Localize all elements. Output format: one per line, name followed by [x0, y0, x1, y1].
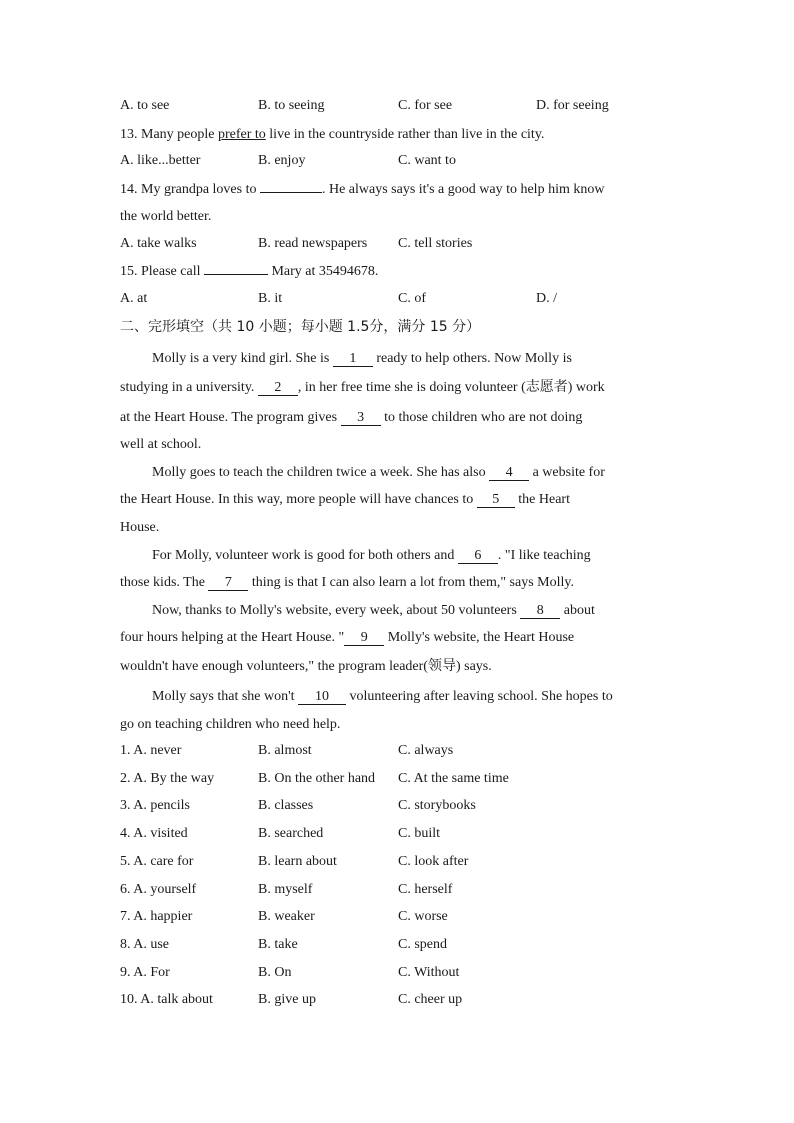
q15-option-c: C. of: [398, 291, 426, 306]
q12-option-b: B. to seeing: [258, 98, 325, 113]
answer-blank: [260, 192, 322, 193]
choice-5-option-c: C. look after: [398, 854, 469, 869]
passage-line: four hours helping at the Heart House. " 9 Molly's website, the Heart House: [120, 630, 575, 645]
choice-4-option-a: 4. A. visited: [120, 826, 188, 841]
cloze-blank-7: 7: [208, 575, 248, 591]
choice-7-option-c: C. worse: [398, 909, 448, 924]
cloze-blank-2: 2: [258, 380, 298, 396]
choice-3-option-a: 3. A. pencils: [120, 798, 190, 813]
passage-line: those kids. The 7 thing is that I can also learn a lot from them," says Molly.: [120, 575, 574, 590]
passage-line: go on teaching children who need help.: [120, 717, 341, 732]
passage-line: For Molly, volunteer work is good for both others and 6 . "I like teaching: [152, 548, 591, 563]
choice-1-option-a: 1. A. never: [120, 743, 182, 758]
q13-option-a: A. like...better: [120, 153, 201, 168]
choice-1-option-c: C. always: [398, 743, 454, 758]
choice-2-option-a: 2. A. By the way: [120, 771, 215, 786]
passage-line: wouldn't have enough volunteers," the program leader(领导) says.: [120, 659, 492, 674]
choice-10-option-a: 10. A. talk about: [120, 992, 213, 1007]
choice-9-option-c: C. Without: [398, 965, 460, 980]
choice-10-option-c: C. cheer up: [398, 992, 463, 1007]
passage-line: Molly says that she won't 10 volunteering after leaving school. She hopes to: [152, 689, 613, 704]
choice-8-option-b: B. take: [258, 937, 298, 952]
underlined-phrase: prefer to: [217, 127, 266, 142]
passage-line: at the Heart House. The program gives 3 to those children who are not doing: [120, 410, 583, 425]
q14-option-c: C. tell stories: [398, 236, 473, 251]
q13-option-c: C. want to: [398, 153, 456, 168]
cloze-blank-5: 5: [477, 492, 515, 508]
choice-10-option-b: B. give up: [258, 992, 316, 1007]
choice-2-option-c: C. At the same time: [398, 771, 509, 786]
choice-3-option-b: B. classes: [258, 798, 314, 813]
cloze-blank-10: 10: [298, 689, 346, 705]
q15-option-a: A. at: [120, 291, 148, 306]
cloze-blank-6: 6: [458, 548, 498, 564]
choice-9-option-b: B. On: [258, 965, 292, 980]
q13-option-b: B. enjoy: [258, 153, 306, 168]
choice-6-option-b: B. myself: [258, 882, 313, 897]
passage-line: House.: [120, 520, 160, 535]
choice-1-option-b: B. almost: [258, 743, 312, 758]
q14-option-b: B. read newspapers: [258, 236, 368, 251]
choice-4-option-c: C. built: [398, 826, 441, 841]
cloze-blank-3: 3: [341, 410, 381, 426]
passage-line: Now, thanks to Molly's website, every week, about 50 volunteers 8 about: [152, 603, 595, 618]
choice-8-option-a: 8. A. use: [120, 937, 169, 952]
q15-option-b: B. it: [258, 291, 283, 306]
question-14: 14. My grandpa loves to . He always says it's a good way to help him know: [120, 182, 605, 197]
q12-option-c: C. for see: [398, 98, 453, 113]
choice-6-option-a: 6. A. yourself: [120, 882, 197, 897]
q12-option-d: D. for seeing: [536, 98, 609, 113]
q15-option-d: D. /: [536, 291, 557, 306]
q12-option-a: A. to see: [120, 98, 170, 113]
passage-line: the Heart House. In this way, more people will have chances to 5 the Heart: [120, 492, 570, 507]
q14-option-a: A. take walks: [120, 236, 197, 251]
choice-5-option-b: B. learn about: [258, 854, 337, 869]
choice-6-option-c: C. herself: [398, 882, 453, 897]
passage-line: studying in a university. 2 , in her free time she is doing volunteer (志愿者) work: [120, 380, 605, 395]
section-title: 二、完形填空（共 10 小题；每小题 1.5分，满分 15 分）: [120, 319, 481, 335]
passage-line: Molly goes to teach the children twice a week. She has also 4 a website for: [152, 465, 605, 480]
choice-8-option-c: C. spend: [398, 937, 447, 952]
question-13: 13. Many people prefer to live in the countryside rather than live in the city.: [120, 127, 545, 142]
answer-blank: [204, 274, 268, 275]
passage-line: well at school.: [120, 437, 202, 452]
choice-7-option-b: B. weaker: [258, 909, 315, 924]
choice-9-option-a: 9. A. For: [120, 965, 170, 980]
question-14-continued: the world better.: [120, 209, 212, 224]
choice-7-option-a: 7. A. happier: [120, 909, 193, 924]
choice-4-option-b: B. searched: [258, 826, 324, 841]
passage-line: Molly is a very kind girl. She is 1 ready to help others. Now Molly is: [152, 351, 572, 366]
cloze-blank-8: 8: [520, 603, 560, 619]
cloze-blank-9: 9: [344, 630, 384, 646]
choice-5-option-a: 5. A. care for: [120, 854, 194, 869]
cloze-blank-1: 1: [333, 351, 373, 367]
choice-2-option-b: B. On the other hand: [258, 771, 376, 786]
choice-3-option-c: C. storybooks: [398, 798, 476, 813]
cloze-blank-4: 4: [489, 465, 529, 481]
question-15: 15. Please call Mary at 35494678.: [120, 264, 379, 279]
